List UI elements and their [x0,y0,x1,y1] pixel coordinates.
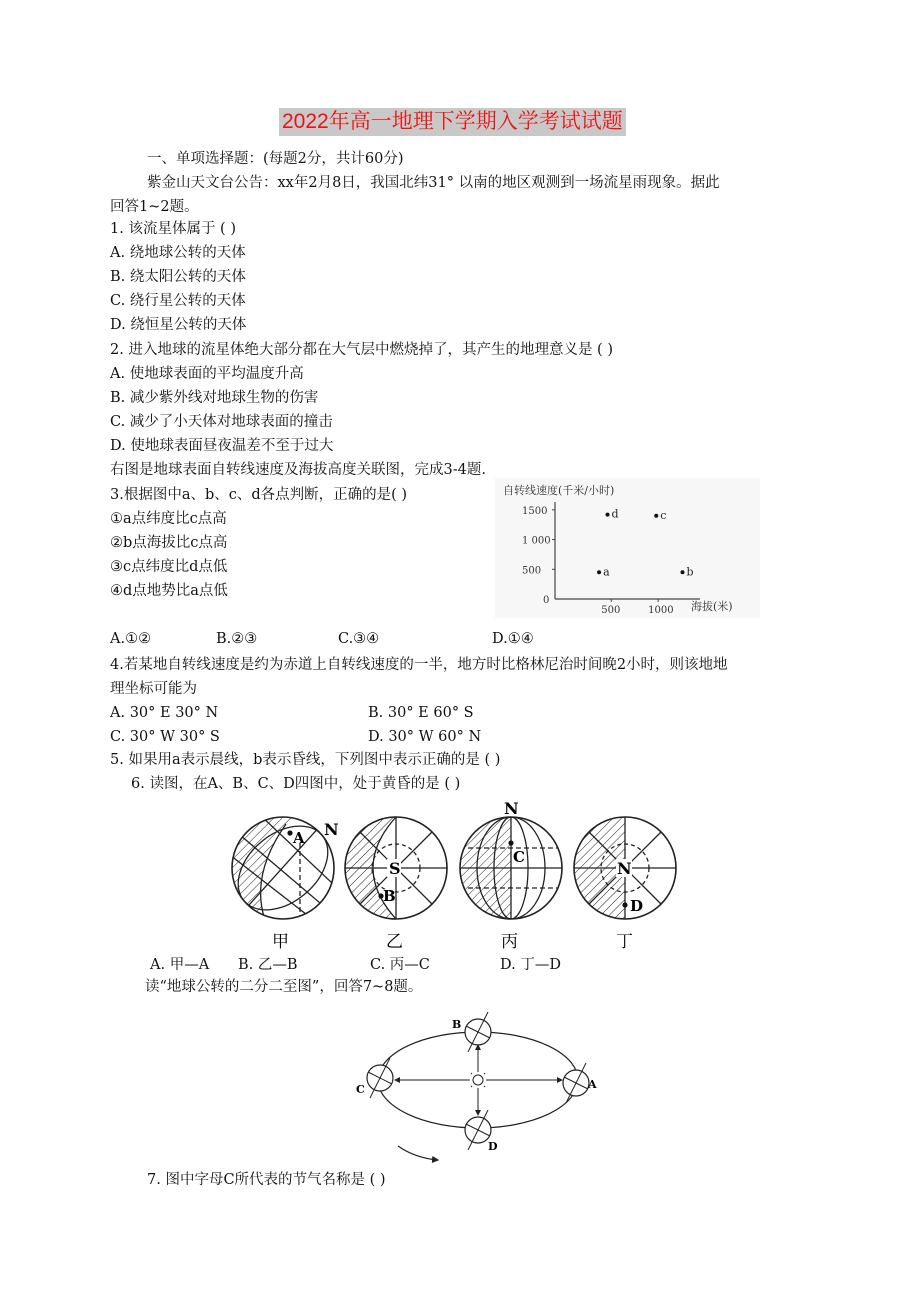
q3-option-b: B.②③ [216,631,258,647]
q6-option-b: B. 乙—B [238,957,298,973]
q78-intro: 读“地球公转的二分二至图”，回答7~8题。 [145,979,423,995]
data-point-label: c [660,508,667,522]
caption-ding: 丁 [616,932,633,952]
point-label-a: A [293,829,305,847]
q1-stem: 1. 该流星体属于 ( ) [110,221,236,237]
data-point-c [654,514,658,518]
caption-bing: 丙 [501,932,518,952]
q2-stem: 2. 进入地球的流星体绝大部分都在大气层中燃烧掉了，其产生的地理意义是 ( ) [110,342,613,358]
q1-option-c: C. 绕行星公转的天体 [110,293,246,309]
caption-jia: 甲 [272,932,289,952]
orbit-label: A [588,1078,597,1091]
chart-xlabel: 海拔(米) [691,600,733,613]
q3-option-a: A.①② [110,631,152,647]
orbit-label: C [356,1083,365,1096]
y-tick-label: 0 [543,595,550,606]
pole-label-jia: N [324,820,339,839]
data-point-d [606,513,610,517]
intro-line-2: 回答1~2题。 [110,199,199,215]
q7-stem: 7. 图中字母C所代表的节气名称是 ( ) [147,1172,386,1188]
q3-option-c: C.③④ [338,631,380,647]
q6-globes-figure [220,795,690,955]
q2-option-c: C. 减少了小天体对地球表面的撞击 [110,414,333,430]
orbit-label: B [452,1018,462,1031]
q4-option-d: D. 30° W 60° N [368,729,482,745]
page-title: 2022年高一地理下学期入学考试试题 [282,110,623,133]
q5-stem: 5. 如果用a表示晨线，b表示昏线，下列图中表示正确的是 ( ) [110,752,501,768]
q3-statement-1: ①a点纬度比c点高 [110,511,227,527]
earth-orbit-figure [340,1008,620,1163]
globe-bing [460,799,562,952]
q6-option-c: C. 丙—C [370,957,430,973]
point-label-c: C [513,848,525,866]
q3-statement-2: ②b点海拔比c点高 [110,535,228,551]
q6-option-d: D. 丁—D [500,957,561,973]
x-tick-label: 500 [601,605,621,616]
point-label-b: B [383,887,396,905]
x-tick-label: 1000 [648,605,674,616]
y-tick-label: 1500 [522,505,548,517]
q6-option-a: A. 甲—A [150,957,210,973]
q1-option-d: D. 绕恒星公转的天体 [110,317,247,333]
q4-option-a: A. 30° E 30° N [110,705,219,721]
orbit-label: D [488,1140,498,1153]
data-point-label: a [603,565,610,579]
q2-option-d: D. 使地球表面昼夜温差不至于过大 [110,438,334,454]
data-point-b [681,570,685,574]
earth-position-d [465,1110,498,1153]
q2-option-b: B. 减少紫外线对地球生物的伤害 [110,390,319,406]
q1-option-b: B. 绕太阳公转的天体 [110,269,246,285]
q4-stem-line-1: 4.若某地自转线速度是约为赤道上自转线速度的一半，地方时比格林尼治时间晚2小时，则该地地 [110,657,728,673]
y-tick-label: 1 000 [522,535,551,547]
rotation-speed-chart [495,478,760,618]
caption-yi: 乙 [386,932,403,952]
globe-jia [220,795,350,952]
q34-intro: 右图是地球表面自转线速度及海拔高度关联图，完成3-4题. [110,462,486,478]
earth-position-a [563,1063,597,1103]
pole-label-ding: N [617,859,632,878]
q3-stem: 3.根据图中a、b、c、d各点判断，正确的是( ) [110,487,408,503]
pole-label-bing: N [504,799,519,818]
q6-stem: 6. 读图，在A、B、C、D四图中，处于黄昏的是 ( ) [131,776,461,792]
data-point-label: b [686,565,694,579]
earth-position-c [356,1058,393,1098]
q1-option-a: A. 绕地球公转的天体 [110,245,246,261]
q4-option-c: C. 30° W 30° S [110,729,220,745]
q3-statement-3: ③c点纬度比d点低 [110,559,228,575]
q4-option-b: B. 30° E 60° S [368,705,474,721]
globe-ding [574,817,676,952]
q3-statement-4: ④d点地势比a点低 [110,583,228,599]
q2-option-a: A. 使地球表面的平均温度升高 [110,366,304,382]
title-highlight [279,108,626,136]
point-label-d: D [630,897,644,915]
section-header: 一、单项选择题：(每题2分，共计60分) [147,151,404,167]
intro-line-1: 紫金山天文台公告：xx年2月8日，我国北纬31° 以南的地区观测到一场流星雨现象。据此 [147,175,720,191]
q3-option-d: D.①④ [492,631,534,647]
data-point-a [597,570,601,574]
data-point-label: d [611,507,619,521]
globe-yi [340,817,447,952]
pole-label-yi: S [389,859,401,878]
y-tick-label: 500 [522,565,542,577]
chart-ylabel: 自转线速度(千米/小时) [503,484,615,497]
q4-stem-line-2: 理坐标可能为 [110,681,197,697]
sun-icon [468,1070,488,1090]
earth-position-b [452,1012,491,1052]
